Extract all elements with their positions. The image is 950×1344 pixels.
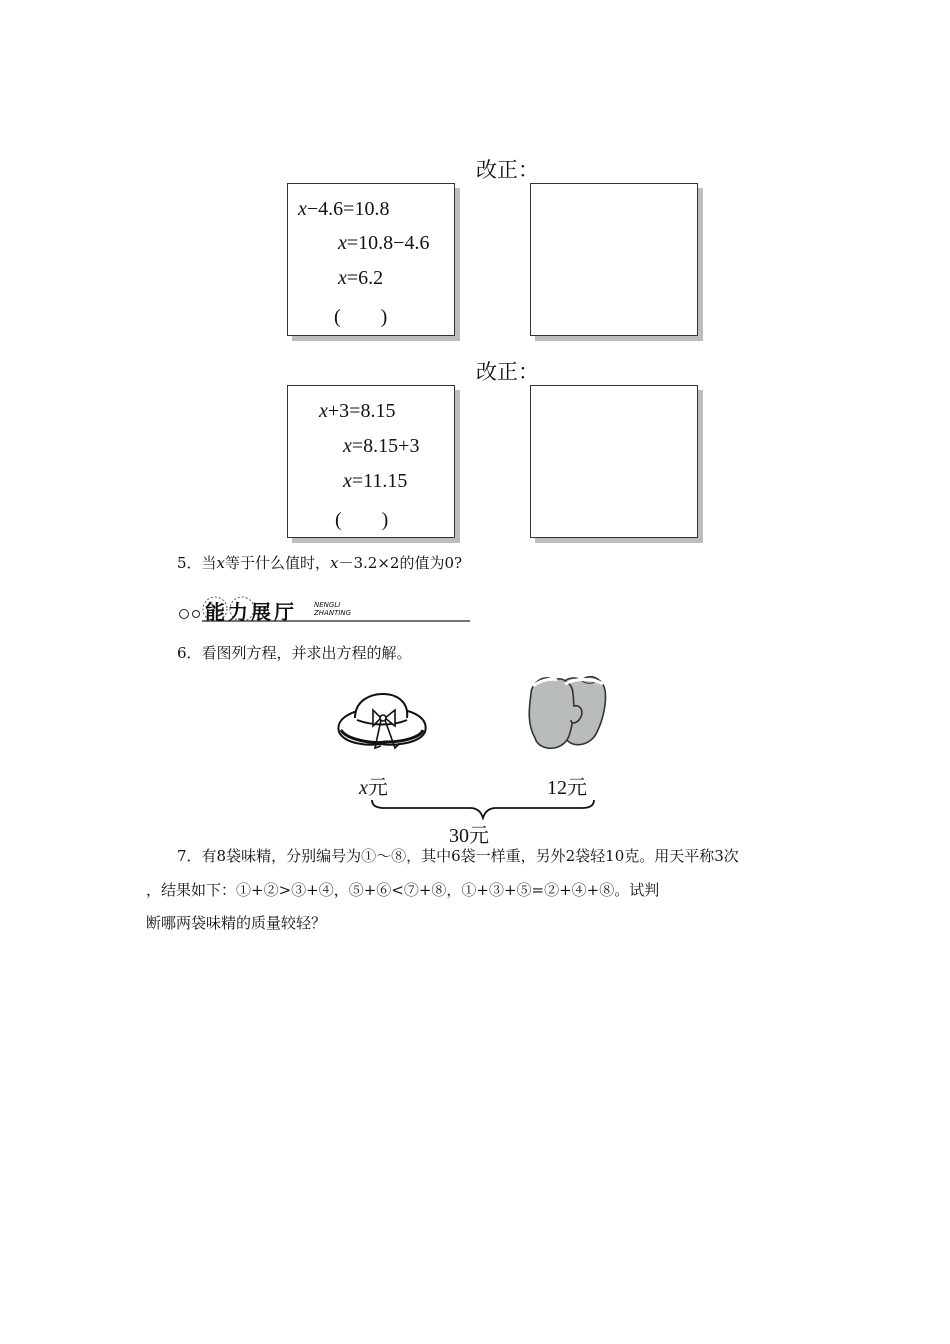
question-7-line-2: ，结果如下：①+②>③+④，⑤+⑥<⑦+⑧，①+③+⑤=②+④+⑧。试判 bbox=[146, 881, 660, 899]
judge-parentheses: ( ) bbox=[334, 306, 388, 328]
equation-line-3 bbox=[338, 267, 383, 290]
variable-x: x bbox=[343, 470, 352, 492]
wrong-solution-box-1 bbox=[287, 183, 455, 336]
total-brace bbox=[370, 798, 596, 820]
equation-text: =10.8−4.6 bbox=[346, 232, 430, 254]
judge-parentheses: ( ) bbox=[335, 509, 389, 531]
equation-line-2 bbox=[338, 232, 429, 255]
wrong-solution-box-2 bbox=[287, 385, 455, 538]
question-7-line-3: 断哪两袋味精的质量较轻？ bbox=[146, 914, 327, 932]
variable-x: x bbox=[298, 198, 307, 220]
pinyin-line: NENGLI bbox=[314, 601, 341, 609]
equation-text: +3=8.15 bbox=[327, 400, 396, 422]
variable-x: x bbox=[338, 232, 347, 254]
variable-x: x bbox=[343, 435, 352, 457]
hat-price bbox=[359, 771, 388, 800]
correction-box-2[interactable] bbox=[530, 385, 698, 538]
equation-text: −4.6=10.8 bbox=[306, 198, 390, 220]
section-banner bbox=[176, 592, 470, 624]
hat-icon bbox=[333, 688, 433, 758]
gloves-price: 12元 bbox=[547, 777, 587, 799]
small-circle-icon bbox=[180, 610, 189, 619]
correction-box-1[interactable] bbox=[530, 183, 698, 336]
question-6: 6．看图列方程，并求出方程的解。 bbox=[177, 644, 412, 662]
equation-text: =6.2 bbox=[346, 267, 384, 289]
variable-x: x bbox=[338, 267, 347, 289]
pinyin-line: ZHANTING bbox=[314, 609, 352, 617]
equation-line-1 bbox=[319, 400, 395, 423]
small-circle-icon bbox=[193, 611, 200, 618]
total-price: 30元 bbox=[449, 825, 489, 847]
price-unit: 元 bbox=[367, 775, 388, 799]
banner-pinyin bbox=[314, 601, 351, 617]
banner-title: 能力展厅 bbox=[205, 600, 297, 624]
variable-x: x bbox=[216, 554, 226, 572]
variable-x: x bbox=[319, 400, 328, 422]
equation-line-1 bbox=[298, 198, 389, 221]
variable-x: x bbox=[330, 554, 339, 572]
equation-text: =11.15 bbox=[351, 470, 408, 492]
variable-x: x bbox=[359, 777, 368, 799]
correction-label-1: 改正： bbox=[476, 158, 539, 182]
q5-text: －3.2×2的值为0? bbox=[338, 554, 463, 572]
question-5 bbox=[177, 552, 462, 573]
equation-line-3 bbox=[343, 470, 407, 493]
q5-text: 5．当 bbox=[177, 554, 217, 572]
q5-text: 等于什么值时， bbox=[225, 554, 331, 572]
equation-text: =8.15+3 bbox=[351, 435, 420, 457]
correction-label-2: 改正： bbox=[476, 360, 539, 384]
equation-line-2 bbox=[343, 435, 419, 458]
gloves-icon bbox=[523, 672, 613, 752]
question-7-line-1: 7．有8袋味精，分别编号为①～⑧，其中6袋一样重，另外2袋轻10克。用天平称3次 bbox=[177, 847, 739, 865]
